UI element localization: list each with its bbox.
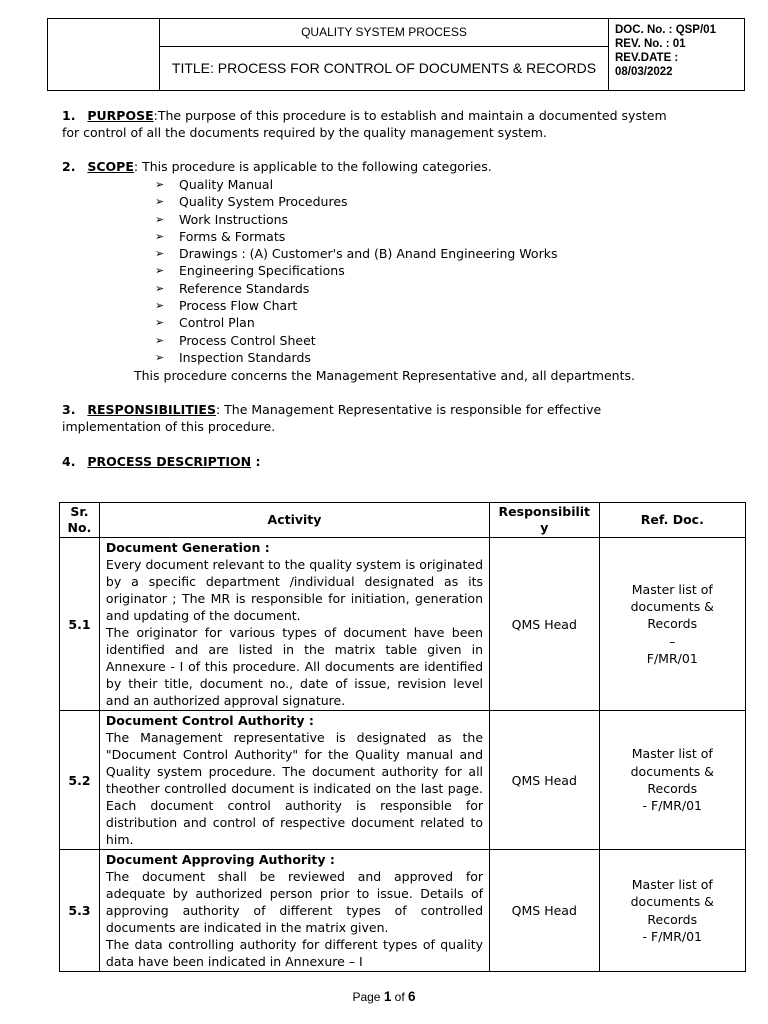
section-heading: RESPONSIBILITIES <box>87 402 216 417</box>
arrow-bullet-icon: ➢ <box>155 195 165 209</box>
row-ref-doc <box>599 711 745 850</box>
arrow-bullet-icon: ➢ <box>155 264 165 278</box>
row-activity <box>99 850 489 972</box>
scope-item-label: Quality System Procedures <box>179 194 348 210</box>
table-body <box>60 538 746 972</box>
header-activity: Activity <box>99 503 489 538</box>
ref-doc-line: - F/MR/01 <box>642 928 703 944</box>
scope-list <box>155 176 557 366</box>
scope-item-label: Quality Manual <box>179 177 274 192</box>
arrow-bullet-icon: ➢ <box>155 350 165 364</box>
activity-paragraph: Every document relevant to the quality system is originated by a specific department /individual designated as its originator ; The MR is responsible for initiation, generation and updating of the document. <box>105 557 484 623</box>
scope-item-label: Control Plan <box>179 315 255 331</box>
arrow-bullet-icon: ➢ <box>155 178 165 191</box>
list-item <box>155 176 557 193</box>
scope-intro: : This procedure is applicable to the following categories. <box>133 159 492 174</box>
row-activity <box>99 538 489 711</box>
rev-date: 08/03/2022 <box>615 66 673 78</box>
page-number: 1 <box>383 989 392 1004</box>
section-number: 2. <box>62 159 76 174</box>
ref-doc-line: documents & <box>630 763 714 779</box>
activity-paragraph: The document shall be reviewed and approved for adequate by authorized person prior to issue. Details of approving authority of different types of controlled documents are indicated in the matrix given. <box>105 869 484 935</box>
section-heading: PROCESS DESCRIPTION <box>87 454 252 469</box>
header-ref-doc: Ref. Doc. <box>599 503 745 538</box>
purpose-line-1: The purpose of this procedure is to establish and maintain a documented system <box>157 108 667 123</box>
scope-item-label: Process Control Sheet <box>179 332 316 348</box>
ref-doc-line: Records <box>647 616 698 632</box>
list-item <box>155 280 557 297</box>
activity-paragraph: The originator for various types of document have been identified and are listed in the matrix table given in Annexure - I of this procedure. All documents are identified by their title, document no., date of issue, revision level and an authorized approval signature. <box>105 625 484 708</box>
section-suffix: : <box>251 454 261 469</box>
process-table <box>59 502 746 972</box>
list-item <box>155 193 557 210</box>
activity-title: Document Approving Authority : <box>105 852 335 867</box>
of-label: of <box>394 990 405 1004</box>
list-item <box>155 228 557 245</box>
arrow-bullet-icon: ➢ <box>155 316 165 330</box>
arrow-bullet-icon: ➢ <box>155 299 165 313</box>
ref-doc-line: documents & <box>630 894 714 910</box>
row-responsibility: QMS Head <box>490 711 600 850</box>
row-responsibility: QMS Head <box>490 538 600 711</box>
scope-item-label: Drawings : (A) Customer's and (B) Anand Engineering Works <box>179 246 558 262</box>
section-scope <box>62 158 492 175</box>
ref-doc-line: Master list of <box>631 876 713 892</box>
rev-date-label: REV.DATE : <box>615 52 679 64</box>
activity-title: Document Control Authority : <box>105 713 314 728</box>
table-row <box>60 711 746 850</box>
document-header <box>47 18 745 91</box>
scope-item-label: Inspection Standards <box>179 349 311 365</box>
list-item <box>155 314 557 331</box>
section-process <box>62 453 260 470</box>
ref-doc-line: Master list of <box>631 581 713 597</box>
section-number: 1. <box>62 108 76 123</box>
list-item <box>155 262 557 279</box>
arrow-bullet-icon: ➢ <box>155 229 165 243</box>
purpose-line-2: for control of all the documents required by the quality management system. <box>62 125 547 140</box>
row-responsibility: QMS Head <box>490 850 600 972</box>
scope-item-label: Forms & Formats <box>179 228 286 244</box>
header-responsibility: Responsibility <box>490 503 600 538</box>
table-row <box>60 538 746 711</box>
section-purpose: 1. PURPOSE:The purpose of this procedure is to establish and maintain a documented system for control of all the documents required by the quality management system. <box>62 108 667 140</box>
page-label: Page <box>352 990 381 1004</box>
responsibilities-line-2: implementation of this procedure. <box>62 419 276 434</box>
ref-doc-line: F/MR/01 <box>646 650 698 666</box>
ref-doc-line: – <box>669 633 676 649</box>
arrow-bullet-icon: ➢ <box>155 247 165 261</box>
row-sr-no: 5.2 <box>60 711 100 850</box>
scope-item-label: Engineering Specifications <box>179 263 345 279</box>
ref-doc-line: Master list of <box>631 746 713 762</box>
list-item <box>155 245 557 262</box>
activity-paragraph: The data controlling authority for different types of quality data have been indicated in Annexure – I <box>105 937 484 969</box>
section-responsibilities <box>62 401 601 435</box>
responsibilities-line-1: : The Management Representative is responsible for effective <box>215 402 602 417</box>
ref-doc-line: - F/MR/01 <box>642 798 703 814</box>
section-number: 3. <box>62 402 76 417</box>
rev-number: REV. No. : 01 <box>615 38 686 50</box>
activity-title: Document Generation : <box>105 540 270 555</box>
row-sr-no: 5.1 <box>60 538 100 711</box>
scope-closing: This procedure concerns the Management Representative and, all departments. <box>134 368 635 383</box>
row-ref-doc <box>599 850 745 972</box>
list-item <box>155 332 557 349</box>
ref-doc-line: Records <box>647 781 698 796</box>
section-heading: SCOPE <box>87 159 134 174</box>
ref-doc-line: documents & <box>630 599 714 615</box>
list-item <box>155 349 557 366</box>
row-activity <box>99 711 489 850</box>
scope-item-label: Process Flow Chart <box>179 298 298 314</box>
document-meta <box>608 19 744 90</box>
process-label: QUALITY SYSTEM PROCESS <box>160 19 608 47</box>
arrow-bullet-icon: ➢ <box>155 281 165 295</box>
row-ref-doc <box>599 538 745 711</box>
list-item <box>155 297 557 314</box>
scope-item-label: Reference Standards <box>179 280 310 296</box>
logo-cell <box>48 19 160 90</box>
arrow-bullet-icon: ➢ <box>155 212 165 226</box>
scope-item-label: Work Instructions <box>179 211 289 227</box>
section-heading: PURPOSE <box>87 108 154 123</box>
row-sr-no: 5.3 <box>60 850 100 972</box>
list-item <box>155 211 557 228</box>
section-number: 4. <box>62 454 76 469</box>
arrow-bullet-icon: ➢ <box>155 333 165 347</box>
header-sr-no: Sr. No. <box>60 503 100 538</box>
page-total: 6 <box>408 989 416 1004</box>
document-title: TITLE: PROCESS FOR CONTROL OF DOCUMENTS & RECORDS <box>171 60 597 76</box>
activity-paragraph: The Management representative is designated as the "Document Control Authority" for the Quality manual and Quality system procedure. The document authority for all theother controlled document is indicated on the last page. Each document control authority is responsible for distribution and control of respective document related to him. <box>105 730 484 847</box>
page-footer <box>0 989 768 1004</box>
ref-doc-line: Records <box>647 911 698 927</box>
table-header-row <box>60 503 746 538</box>
doc-number: DOC. No. : QSP/01 <box>615 24 716 36</box>
table-row <box>60 850 746 972</box>
